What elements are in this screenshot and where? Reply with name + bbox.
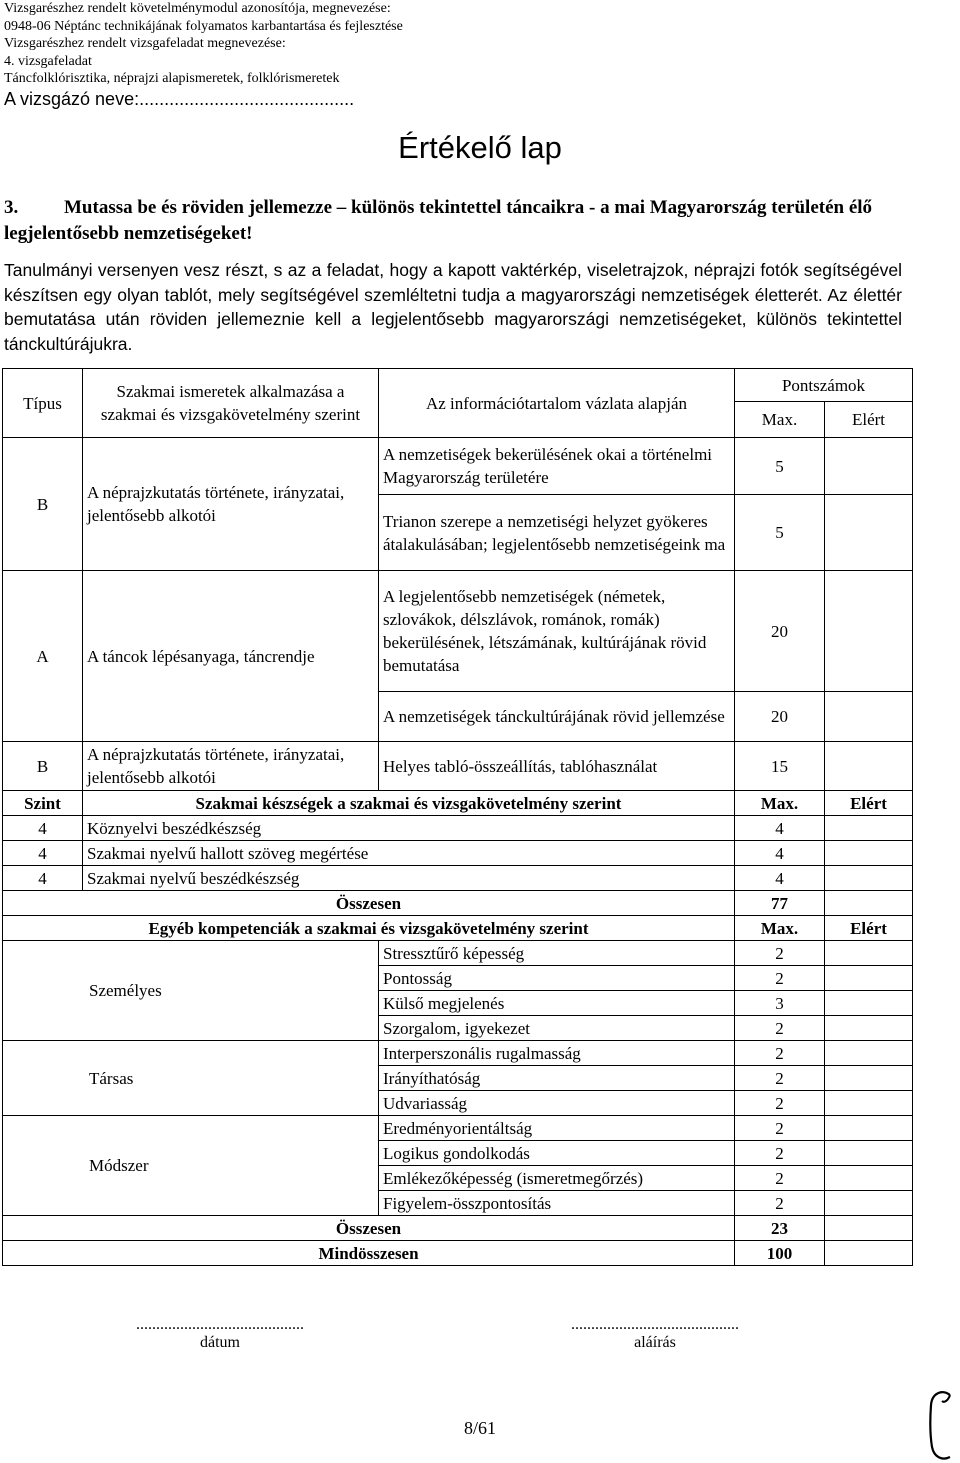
competency-name: Udvariasság — [379, 1091, 735, 1116]
max-points: 2 — [735, 1016, 825, 1041]
total-max: 77 — [735, 891, 825, 916]
max-header: Max. — [735, 791, 825, 816]
competency-name: Interperszonális rugalmasság — [379, 1041, 735, 1066]
table-row — [3, 1116, 913, 1141]
max-points: 4 — [735, 841, 825, 866]
task-description: Tanulmányi versenyen vesz részt, s az a feladat, hogy a kapott vaktérkép, viseletrajzok, néprajzi fotók segítségével készítsen egy olyan tablót, mely segítségével szemléltetni tudja a magyarországi nemzetiségek életterét. Az élettér bemutatása után röviden jellemeznie kell a legjelentősebb magyarországi nemzetiségeket, különös tekintettel tánckultúrájukra. — [4, 260, 902, 354]
achieved-points — [825, 742, 913, 791]
max-points: 2 — [735, 966, 825, 991]
total-max: 23 — [735, 1216, 825, 1241]
skill-cell: A táncok lépésanyaga, táncrendje — [83, 571, 379, 742]
outline-cell: A legjelentősebb nemzetiségek (németek, szlovákok, délszlávok, románok, romák) bekerülésének, létszámának, kultúrájának rövid bemutatása — [379, 571, 735, 692]
skill-cell: A néprajzkutatás története, irányzatai, jelentősebb alkotói — [83, 438, 379, 571]
max-points: 5 — [735, 438, 825, 495]
skill-name: Szakmai nyelvű hallott szöveg megértése — [83, 841, 735, 866]
achieved-points — [825, 991, 913, 1016]
achieved-points — [825, 1016, 913, 1041]
achieved-points — [825, 1166, 913, 1191]
table-row — [3, 816, 913, 841]
achieved-points — [825, 816, 913, 841]
category-cell: Társas — [3, 1041, 379, 1116]
signature-line: .......................................... — [571, 1316, 739, 1333]
achieved-points — [825, 866, 913, 891]
max-points: 2 — [735, 1166, 825, 1191]
task-text: Mutassa be és röviden jellemezze – különös tekintettel táncaikra - a mai Magyarország területén élő legjelentősebb nemzetiségeket! — [4, 197, 873, 244]
skill-header: Szakmai ismeretek alkalmazása a szakmai és vizsgakövetelmény szerint — [83, 369, 379, 438]
task-number: 3. — [4, 197, 19, 218]
competencies-title: Egyéb kompetenciák a szakmai és vizsgakövetelmény szerint — [3, 916, 735, 941]
grand-total-achieved — [825, 1241, 913, 1266]
competency-name: Pontosság — [379, 966, 735, 991]
table-row — [3, 1041, 913, 1066]
achieved-points — [825, 495, 913, 571]
table-row — [3, 841, 913, 866]
table-row — [3, 742, 913, 791]
max-points: 2 — [735, 1191, 825, 1216]
achieved-points — [825, 966, 913, 991]
outline-cell: Helyes tabló-összeállítás, tablóhasználat — [379, 742, 735, 791]
outline-cell: Trianon szerepe a nemzetiségi helyzet gyökeres átalakulásában; legjelentősebb nemzetiségeink ma — [379, 495, 735, 571]
skills-total-row — [3, 891, 913, 916]
max-points: 4 — [735, 816, 825, 841]
type-header: Típus — [3, 369, 83, 438]
table-row — [3, 866, 913, 891]
outline-cell: A nemzetiségek bekerülésének okai a történelmi Magyarország területére — [379, 438, 735, 495]
skill-name: Köznyelvi beszédkészség — [83, 816, 735, 841]
signature-block — [515, 1316, 795, 1352]
outline-cell: A nemzetiségek tánckultúrájának rövid jellemzése — [379, 692, 735, 742]
competency-name: Emlékezőképesség (ismeretmegőrzés) — [379, 1166, 735, 1191]
date-label: dátum — [200, 1334, 240, 1351]
max-points: 4 — [735, 866, 825, 891]
competencies-header-row — [3, 916, 913, 941]
max-points: 5 — [735, 495, 825, 571]
achieved-points — [825, 1141, 913, 1166]
competencies-total-row — [3, 1216, 913, 1241]
date-line: .......................................... — [136, 1316, 304, 1333]
max-points: 3 — [735, 991, 825, 1016]
header-line: Vizsgarészhez rendelt vizsgafeladat megnevezése: — [4, 36, 286, 51]
handwritten-initial — [920, 1385, 960, 1463]
achieved-points — [825, 941, 913, 966]
competency-name: Külső megjelenés — [379, 991, 735, 1016]
achieved-points — [825, 1191, 913, 1216]
max-points: 2 — [735, 1091, 825, 1116]
competency-name: Logikus gondolkodás — [379, 1141, 735, 1166]
header-line: Vizsgarészhez rendelt követelménymodul azonosítója, megnevezése: — [4, 1, 391, 16]
competency-name: Figyelem-összpontosítás — [379, 1191, 735, 1216]
date-signature-block — [80, 1316, 360, 1352]
table-row — [3, 571, 913, 692]
max-points: 15 — [735, 742, 825, 791]
grand-total-max: 100 — [735, 1241, 825, 1266]
competency-name: Eredményorientáltság — [379, 1116, 735, 1141]
level-cell: 4 — [3, 866, 83, 891]
competency-name: Stressztűrő képesség — [379, 941, 735, 966]
max-points: 2 — [735, 1066, 825, 1091]
competency-name: Szorgalom, igyekezet — [379, 1016, 735, 1041]
skill-name: Szakmai nyelvű beszédkészség — [83, 866, 735, 891]
evaluation-table — [2, 368, 913, 1266]
header-line: Táncfolklórisztika, néprajzi alapismeretek, folklórismeretek — [4, 71, 340, 86]
page-number: 8/61 — [463, 1418, 496, 1438]
skills-title: Szakmai készségek a szakmai és vizsgakövetelmény szerint — [83, 791, 735, 816]
max-points: 2 — [735, 941, 825, 966]
total-label: Összesen — [3, 891, 735, 916]
achieved-points — [825, 692, 913, 742]
table-row — [3, 941, 913, 966]
achieved-header: Elért — [825, 402, 913, 438]
total-label: Összesen — [3, 1216, 735, 1241]
achieved-points — [825, 1091, 913, 1116]
skills-header-row — [3, 791, 913, 816]
achieved-points — [825, 841, 913, 866]
document-header — [4, 0, 403, 88]
type-cell: B — [3, 742, 83, 791]
signature-label: aláírás — [634, 1334, 676, 1351]
achieved-points — [825, 438, 913, 495]
category-cell: Módszer — [3, 1116, 379, 1216]
achieved-points — [825, 1041, 913, 1066]
achieved-header: Elért — [825, 791, 913, 816]
header-line: 4. vizsgafeladat — [4, 53, 92, 69]
category-cell: Személyes — [3, 941, 379, 1041]
max-header: Max. — [735, 402, 825, 438]
max-points: 20 — [735, 571, 825, 692]
achieved-header: Elért — [825, 916, 913, 941]
grand-total-row — [3, 1241, 913, 1266]
outline-header: Az információtartalom vázlata alapján — [379, 369, 735, 438]
level-header: Szint — [3, 791, 83, 816]
max-header: Max. — [735, 916, 825, 941]
task-statement — [4, 195, 904, 247]
type-cell: A — [3, 571, 83, 742]
knowledge-header-row — [3, 369, 913, 402]
table-row — [3, 438, 913, 495]
total-achieved — [825, 1216, 913, 1241]
level-cell: 4 — [3, 841, 83, 866]
max-points: 2 — [735, 1041, 825, 1066]
level-cell: 4 — [3, 816, 83, 841]
total-achieved — [825, 891, 913, 916]
max-points: 2 — [735, 1116, 825, 1141]
achieved-points — [825, 1116, 913, 1141]
grand-total-label: Mindösszesen — [3, 1241, 735, 1266]
page-title: Értékelő lap — [398, 130, 562, 165]
achieved-points — [825, 571, 913, 692]
competency-name: Irányíthatóság — [379, 1066, 735, 1091]
examinee-name-line: A vizsgázó neve:........................................... — [4, 89, 355, 109]
skill-cell: A néprajzkutatás története, irányzatai, jelentősebb alkotói — [83, 742, 379, 791]
points-header: Pontszámok — [735, 369, 913, 402]
header-line: 0948-06 Néptánc technikájának folyamatos karbantartása és fejlesztése — [4, 18, 403, 34]
max-points: 2 — [735, 1141, 825, 1166]
achieved-points — [825, 1066, 913, 1091]
type-cell: B — [3, 438, 83, 571]
max-points: 20 — [735, 692, 825, 742]
